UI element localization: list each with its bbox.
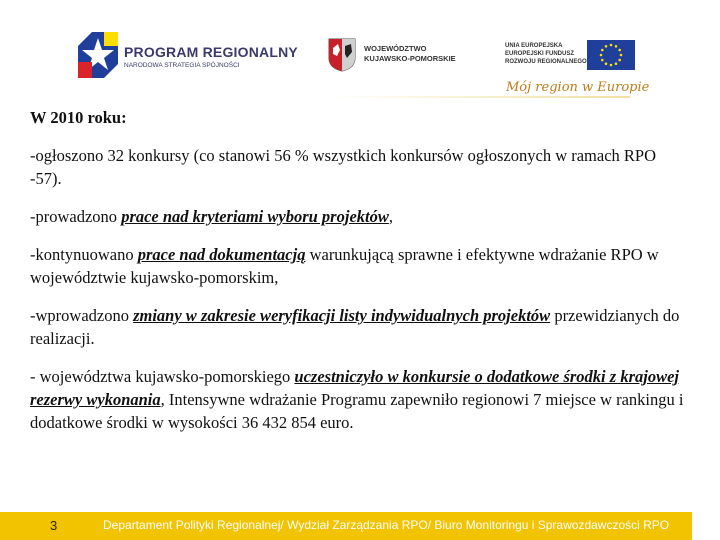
paragraph-5-prefix: - województwa kujawsko-pomorskiego (30, 367, 295, 386)
paragraph-4 (30, 304, 690, 350)
paragraph-4-suffix: przewidzianych do realizacji. (30, 306, 680, 348)
voivodeship-logo (328, 38, 478, 78)
paragraph-3-emphasis: prace nad dokumentacją (137, 245, 306, 264)
paragraph-1: -ogłoszono 32 konkursy (co stanowi 56 % wszystkich konkursów ogłoszonych w ramach RPO -57). (30, 146, 657, 188)
paragraph-3-prefix: -kontynuowano (30, 245, 138, 264)
slide-content (30, 106, 690, 449)
slide-heading: W 2010 roku: (30, 108, 127, 127)
paragraph-5 (30, 365, 690, 434)
paragraph-3-suffix: warunkującą sprawne i efektywne wdrażanie RPO w województwie kujawsko-pomorskim, (30, 245, 659, 287)
footer-text: Departament Polityki Regionalnej/ Wydział Zarządzania RPO/ Biuro Monitoringu i Sprawozdawczości RPO (103, 518, 670, 532)
voivodeship-line1: WOJEWÓDZTWO (364, 44, 427, 53)
program-subtitle: NARODOWA STRATEGIA SPÓJNOŚCI (124, 62, 240, 69)
paragraph-2 (30, 205, 690, 228)
coat-of-arms-icon (328, 38, 356, 72)
eu-line2: EUROPEJSKI FUNDUSZ (505, 51, 575, 57)
eu-line1: UNIA EUROPEJSKA (505, 43, 563, 49)
paragraph-4-emphasis: zmiany w zakresie weryfikacji listy indywidualnych projektów (133, 306, 551, 325)
program-star-icon (78, 32, 118, 78)
voivodeship-line2: KUJAWSKO-POMORSKIE (364, 54, 456, 63)
paragraph-2-suffix: , (388, 207, 393, 226)
paragraph-3 (30, 243, 690, 289)
motto: Mój region w Europie (506, 80, 650, 95)
program-regionalny-logo (78, 32, 298, 80)
header (0, 0, 720, 105)
footer (0, 512, 720, 540)
paragraph-2-prefix: -prowadzono (30, 207, 122, 226)
program-title: PROGRAM REGIONALNY (124, 44, 298, 60)
paragraph-2-emphasis: prace nad kryteriami wyboru projektów (121, 207, 389, 226)
eu-flag-icon (587, 40, 635, 70)
paragraph-5-emphasis: uczestniczyło w konkursie o dodatkowe środki z krajowej rezerwy wykonania (30, 367, 679, 409)
paragraph-4-prefix: -wprowadzono (30, 306, 134, 325)
eu-line3: ROZWOJU REGIONALNEGO (505, 59, 587, 65)
paragraph-5-suffix: , Intensywne wdrażanie Programu zapewniło regionowi 7 miejsce w rankingu i dodatkowe środki w wysokości 36 432 854 euro. (30, 390, 684, 432)
header-divider (330, 96, 630, 98)
page-number: 3 (50, 518, 58, 533)
eu-logo (505, 38, 640, 72)
